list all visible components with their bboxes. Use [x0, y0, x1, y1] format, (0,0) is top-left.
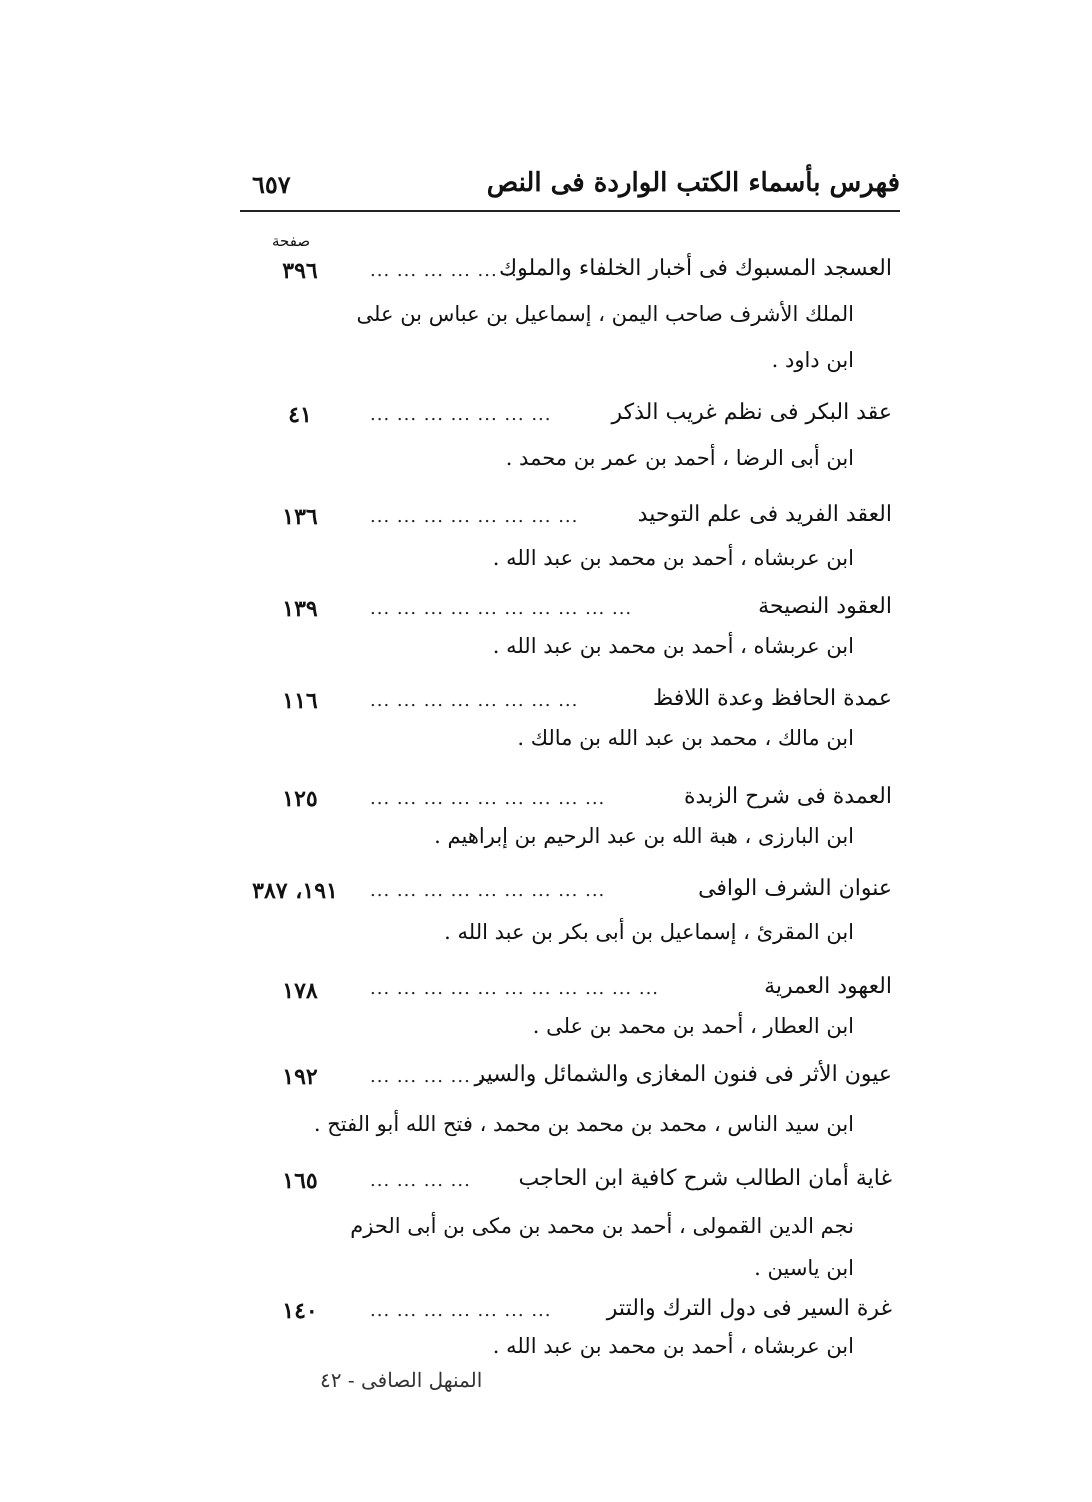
entry-page-number: ١٣٦: [282, 504, 318, 530]
leader-dots: ... ... ... ... ... ...: [370, 260, 525, 281]
entry-title: غرة السير فى دول الترك والتتر: [606, 1296, 892, 1321]
entry-author: ابن البارزى ، هبة الله بن عبد الرحيم بن إبراهيم .: [434, 824, 854, 848]
entry-author: نجم الدين القمولى ، أحمد بن محمد بن مكى بن أبى الحزم: [350, 1214, 854, 1238]
entry-page-number: ١٦٥: [282, 1168, 318, 1194]
page-header: [240, 168, 900, 212]
entry-title: العمدة فى شرح الزبدة: [684, 784, 892, 809]
entry-author: ابن المقرئ ، إسماعيل بن أبى بكر بن عبد الله .: [444, 920, 854, 944]
entry-title: غاية أمان الطالب شرح كافية ابن الحاجب: [518, 1166, 892, 1191]
entry-page-number: ١١٦: [282, 688, 318, 714]
entry-page-number: ١٣٩: [282, 596, 318, 622]
entry-author: ابن مالك ، محمد بن عبد الله بن مالك .: [517, 726, 854, 750]
entry-title: عيون الأثر فى فنون المغازى والشمائل والسير: [474, 1062, 892, 1087]
entry-author: ابن عربشاه ، أحمد بن محمد بن عبد الله .: [492, 546, 854, 570]
leader-dots: ... ... ... ... ... ... ... ... ... ...: [370, 598, 633, 619]
page-column-heading: صفحة: [272, 232, 311, 250]
entry-author-continued: ابن ياسين .: [754, 1256, 854, 1280]
entry-page-number: ١٧٨: [282, 978, 318, 1004]
header-title: فهرس بأسماء الكتب الواردة فى النص: [486, 168, 900, 198]
entry-title: العهود العمرية: [764, 974, 892, 999]
entry-author: الملك الأشرف صاحب اليمن ، إسماعيل بن عباس بن على: [356, 302, 854, 326]
entry-page-number: ١٩١، ٣٨٧: [252, 878, 338, 904]
leader-dots: ... ... ... ...: [370, 1170, 471, 1191]
entry-author-continued: ابن داود .: [771, 348, 854, 372]
leader-dots: ... ... ... ... ... ... ... ...: [370, 506, 579, 527]
entry-title: عمدة الحافظ وعدة اللافظ: [652, 686, 892, 711]
leader-dots: ... ... ... ... ...: [370, 1066, 498, 1087]
entry-author: ابن أبى الرضا ، أحمد بن عمر بن محمد .: [505, 446, 854, 470]
entry-author: ابن العطار ، أحمد بن محمد بن على .: [532, 1014, 854, 1038]
entry-title: عنوان الشرف الوافى: [698, 876, 892, 901]
entry-title: العقود النصيحة: [758, 594, 892, 619]
entry-page-number: ١٩٢: [282, 1064, 318, 1090]
entry-title: العقد الفريد فى علم التوحيد: [637, 502, 892, 527]
entry-author: ابن عربشاه ، أحمد بن محمد بن عبد الله .: [492, 634, 854, 658]
header-rule: [240, 210, 900, 212]
leader-dots: ... ... ... ... ... ... ...: [370, 404, 552, 425]
entry-page-number: ١٢٥: [282, 786, 318, 812]
entry-title: عقد البكر فى نظم غريب الذكر: [611, 400, 892, 425]
leader-dots: ... ... ... ... ... ... ... ... ...: [370, 788, 606, 809]
entry-page-number: ٣٩٦: [282, 258, 318, 284]
header-page-number: ٦٥٧: [252, 170, 291, 199]
leader-dots: ... ... ... ... ... ... ...: [370, 1300, 552, 1321]
entry-title: العسجد المسبوك فى أخبار الخلفاء والملوك: [498, 256, 892, 281]
entry-page-number: ٤١: [288, 402, 312, 428]
leader-dots: ... ... ... ... ... ... ... ... ... ... ...: [370, 978, 660, 999]
entry-author: ابن عربشاه ، أحمد بن محمد بن عبد الله .: [492, 1334, 854, 1358]
entry-page-number: ١٤٠: [282, 1298, 318, 1324]
leader-dots: ... ... ... ... ... ... ... ...: [370, 690, 579, 711]
leader-dots: ... ... ... ... ... ... ... ... ...: [370, 880, 606, 901]
entry-author: ابن سيد الناس ، محمد بن محمد بن محمد ، فتح الله أبو الفتح .: [313, 1112, 854, 1136]
page-footer: المنهل الصافى - ٤٢: [320, 1368, 483, 1392]
